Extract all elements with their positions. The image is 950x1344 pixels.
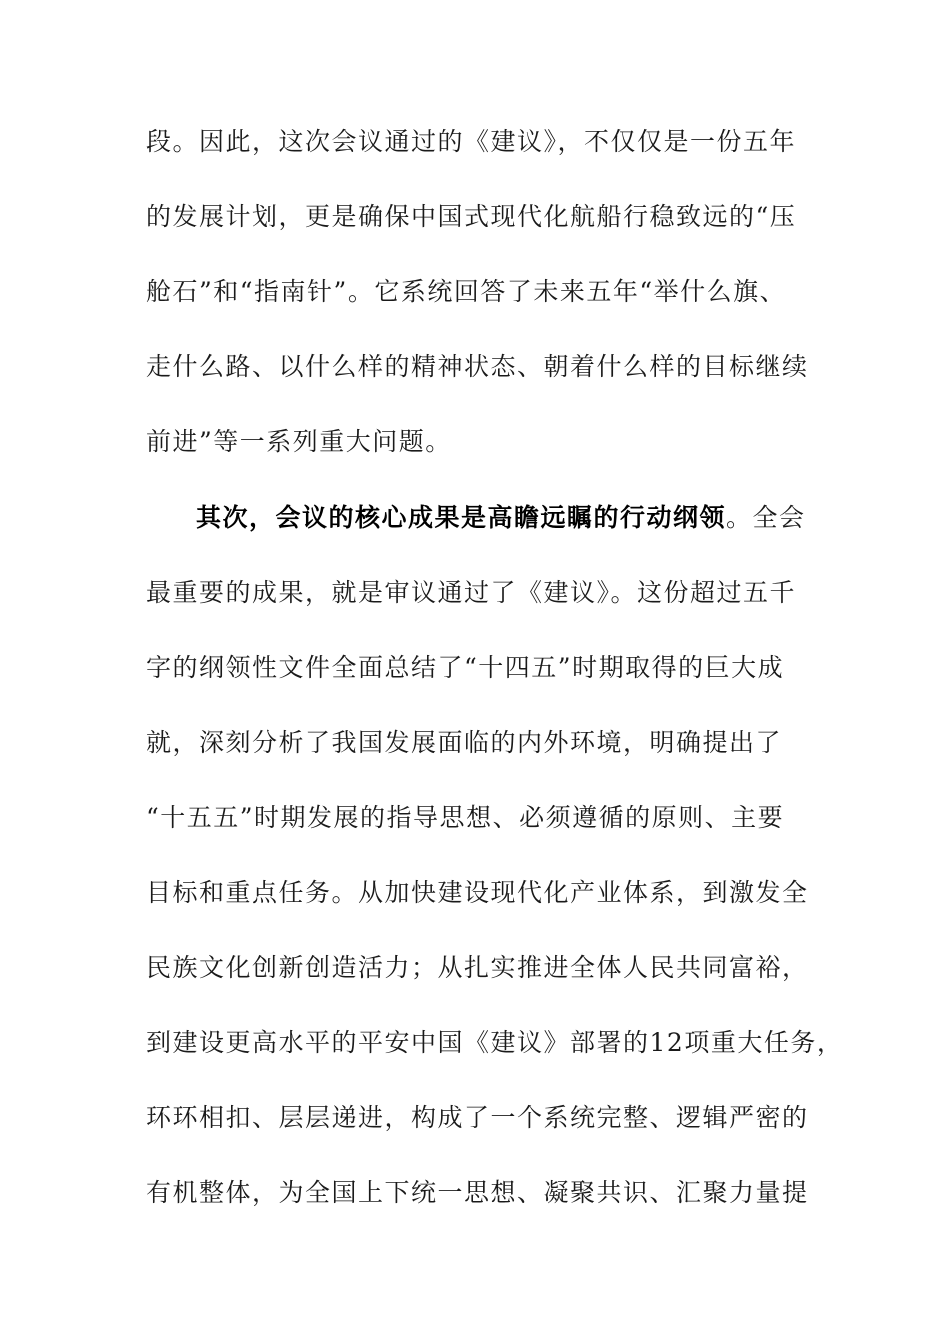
paragraph-1-line-3: 舱石”和“指南针”。它系统回答了未来五年“举什么旗、 [146,277,787,306]
paragraph-2-line-7: 民族文化创新创造活力；从扎实推进全体人民共同富裕， [146,953,809,982]
paragraph-2-line-2: 最重要的成果，就是审议通过了《建议》。这份超过五千 [146,578,797,607]
paragraph-2-line-3: 字的纲领性文件全面总结了“十四五”时期取得的巨大成 [146,653,785,682]
paragraph-1-line-4: 走什么路、以什么样的精神状态、朝着什么样的目标继续 [146,352,809,381]
paragraph-2-heading: 其次，会议的核心成果是高瞻远瞩的行动纲领 [196,503,727,532]
paragraph-2-first-line-rest: 。全会 [726,503,806,532]
paragraph-2-line-9: 环环相扣、层层递进，构成了一个系统完整、逻辑严密的 [146,1103,809,1132]
paragraph-1-line-2: 的发展计划，更是确保中国式现代化航船行稳致远的“压 [146,202,797,231]
paragraph-1-line-1: 段。因此，这次会议通过的《建议》，不仅仅是一份五年 [146,127,797,156]
paragraph-2-line-4: 就，深刻分析了我国发展面临的内外环境，明确提出了 [146,728,783,757]
paragraph-2-line-6: 目标和重点任务。从加快建设现代化产业体系，到激发全 [146,878,809,907]
paragraph-2-line-8: 到建设更高水平的平安中国《建议》部署的12项重大任务， [146,1028,844,1057]
paragraph-2-line-5: “十五五”时期发展的指导思想、必须遵循的原则、主要 [146,803,785,832]
paragraph-2-first-line [196,498,876,538]
paragraph-2-line-10: 有机整体，为全国上下统一思想、凝聚共识、汇聚力量提 [146,1178,809,1207]
paragraph-1-line-5: 前进”等一系列重大问题。 [146,427,452,456]
